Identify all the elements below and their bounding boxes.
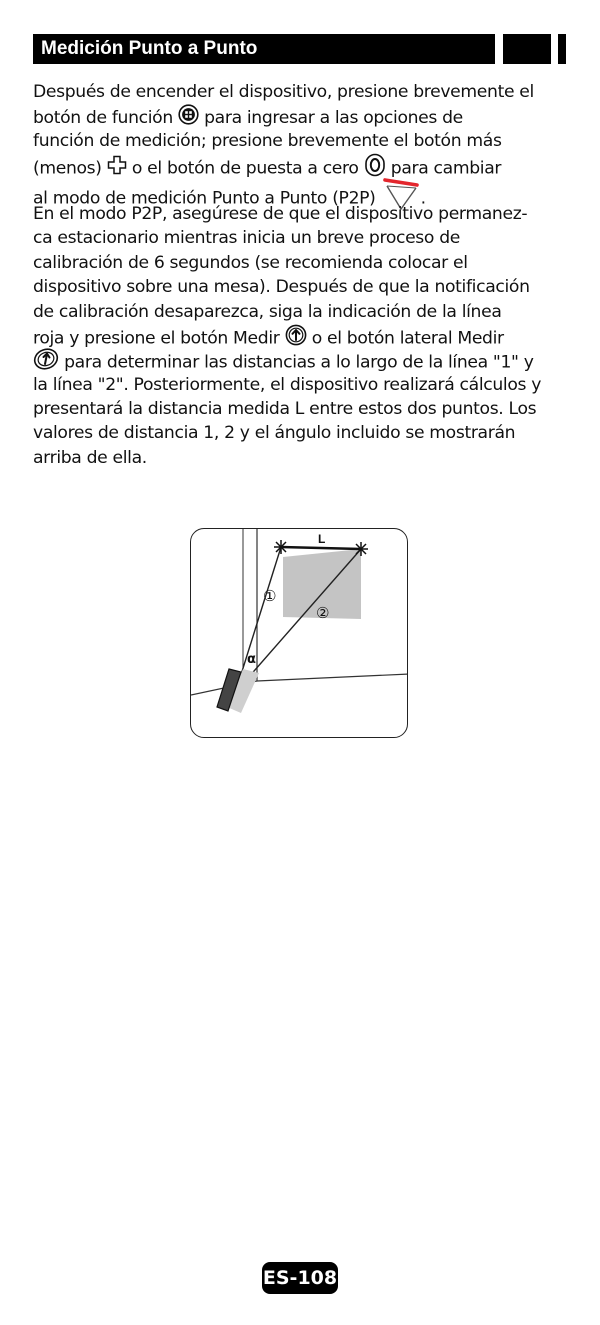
laser-point-1 xyxy=(274,540,288,554)
text-line: dispositivo sobre una mesa). Después de que la notificación xyxy=(33,277,530,298)
text-line: arriba de ella. xyxy=(33,447,147,468)
text-line: presentará la distancia medida L entre estos dos puntos. Los xyxy=(33,399,537,420)
text-line: calibración de 6 segundos (se recomienda colocar el xyxy=(33,252,468,273)
label-angle-alpha: α xyxy=(247,652,256,667)
text-line: para determinar las distancias a lo largo de la línea "1" y xyxy=(33,348,573,372)
header-decor-block xyxy=(503,34,551,64)
label-line-2: ② xyxy=(316,604,330,622)
page-number-badge: ES-108 xyxy=(262,1262,338,1294)
text-line: (menos) o el botón de puesta a cero para cambiar xyxy=(33,153,573,177)
laser-point-2 xyxy=(354,542,368,556)
label-L: L xyxy=(318,532,326,546)
text-line: En el modo P2P, asegúrese de que el dispositivo permanez- xyxy=(33,203,528,224)
text-line: ca estacionario mientras inicia un breve proceso de xyxy=(33,228,460,249)
text-line: de calibración desaparezca, siga la indicación de la línea xyxy=(33,301,502,322)
text-line: Después de encender el dispositivo, presione brevemente el xyxy=(33,82,534,102)
section-title: Medición Punto a Punto xyxy=(41,38,258,59)
text-line: al modo de medición Punto a Punto (P2P) . xyxy=(33,178,573,202)
figure-illustration xyxy=(191,529,408,738)
header-decor-stripe xyxy=(558,34,566,64)
distance-L-line xyxy=(281,547,361,549)
text-line: botón de función para ingresar a las opciones de xyxy=(33,104,573,128)
label-line-1: ① xyxy=(263,587,277,605)
text-line: función de medición; presione brevemente el botón más xyxy=(33,130,502,151)
text-line: roja y presione el botón Medir o el botón lateral Medir xyxy=(33,324,573,348)
text-line: la línea "2". Posteriormente, el dispositivo realizará cálculos y xyxy=(33,374,542,395)
instructions-paragraph xyxy=(33,80,573,470)
floor-line-right xyxy=(257,674,408,681)
p2p-measurement-figure xyxy=(190,528,408,738)
text-line: valores de distancia 1, 2 y el ángulo incluido se mostrarán xyxy=(33,423,516,444)
measure-line-1 xyxy=(239,547,281,681)
